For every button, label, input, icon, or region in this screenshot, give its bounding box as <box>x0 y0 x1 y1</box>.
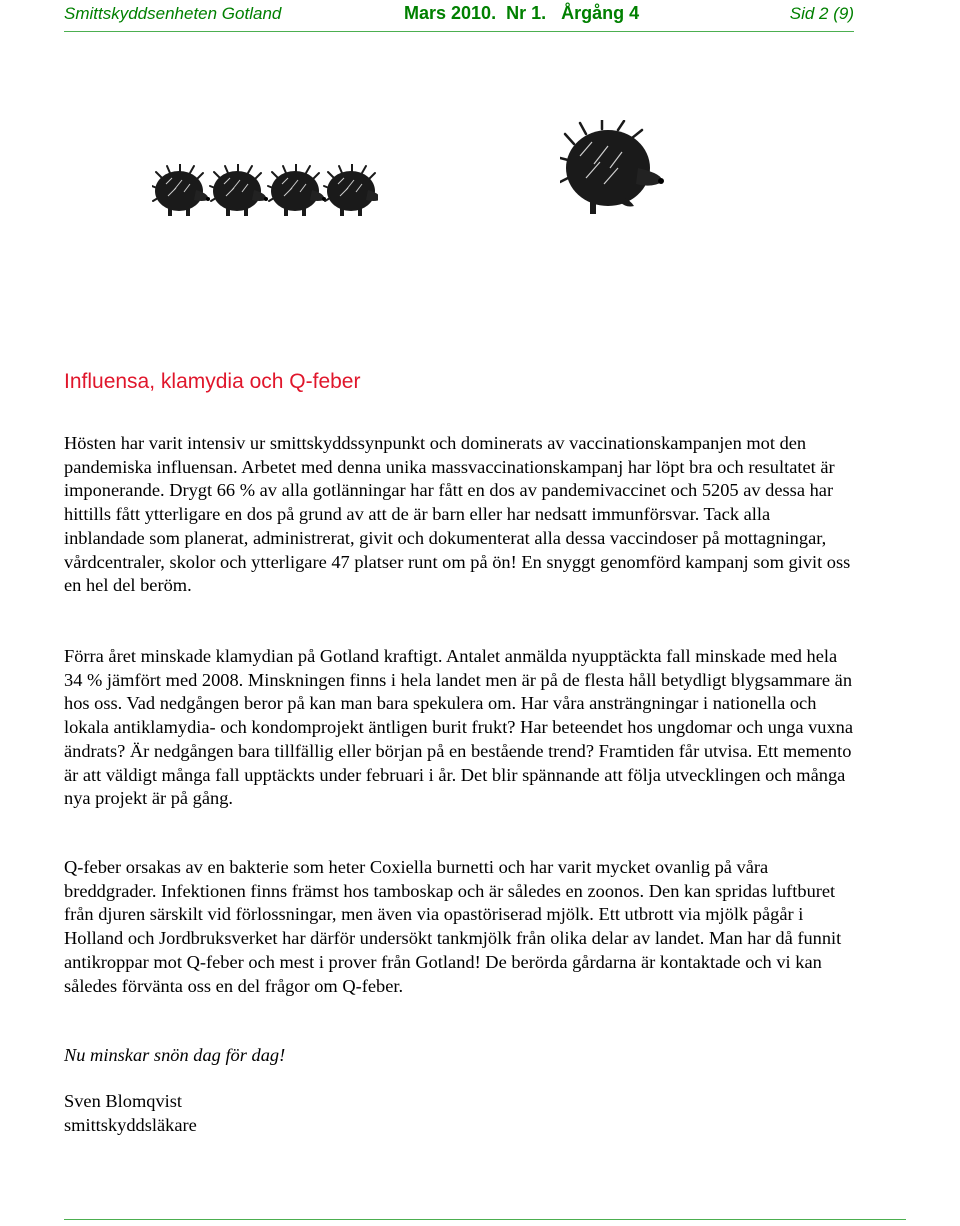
hedgehog-row-illustration <box>152 164 378 222</box>
page-header <box>64 4 854 28</box>
paragraph-influenza: Hösten har varit intensiv ur smittskyddssynpunkt och dominerats av vaccinationskampanjen mot den pandemiska influensan. Arbetet med denna unika massvaccinationskampanj har löpt bra och resultatet är imponerande. Drygt 66 % av alla gotlänningar har fått en dos av pandemivaccinet och 5205 av dessa har hittills fått ytterligare en dos på grund av att de är barn eller har nedsatt immunförsvar. Tack alla inblandade som planerat, administrerat, givit och dokumenterat alla dessa vaccindoser på mottagningar, vårdcentraler, skolor och ytterligare 47 platser runt om på ön! En snyggt genomförd kampanj som givit oss en hel del beröm. <box>64 433 851 596</box>
header-page-number: Sid 2 (9) <box>789 4 854 23</box>
signature-name: Sven Blomqvist <box>64 1091 183 1111</box>
hedgehog-icon <box>560 120 670 220</box>
signature-title: smittskyddsläkare <box>64 1114 197 1135</box>
signature <box>64 1090 854 1137</box>
paragraph-q-fever: Q-feber orsakas av en bakterie som heter Coxiella burnetti och har varit mycket ovanlig på våra breddgrader. Infektionen finns främst hos tamboskap och är således en zoonos. Den kan spridas luftburet från djuren särskilt vid förlossningar, men även via opastöriserad mjölk. Ett utbrott via mjölk pågår i Holland och Jordbruksverket har därför undersökt tankmjölk från olika delar av landet. Man har då funnit antikroppar mot Q-feber och mest i prover från Gotland! De berörda gårdarna är kontaktade och vi kan således förvänta oss en del frågor om Q-feber. <box>64 857 842 996</box>
header-organization: Smittskyddsenheten Gotland <box>64 4 282 23</box>
header-divider <box>64 31 854 32</box>
footer-divider <box>64 1219 906 1220</box>
closing-remark: Nu minskar snön dag för dag! <box>64 1045 286 1065</box>
article-title: Influensa, klamydia och Q-feber <box>64 370 361 393</box>
header-issue: Mars 2010. Nr 1. Årgång 4 <box>404 3 640 23</box>
paragraph-chlamydia: Förra året minskade klamydian på Gotland kraftigt. Antalet anmälda nyupptäckta fall minskade med hela 34 % jämfört med 2008. Minskningen finns i hela landet men är på de flesta håll betydligt blygsammare än hos oss. Vad nedgången beror på kan man bara spekulera om. Har våra ansträngningar i nationella och lokala antiklamydia- och kondomprojekt äntligen burit frukt? Har beteendet hos ungdomar och unga vuxna ändrats? Är nedgången bara tillfällig eller början på en bestående trend? Framtiden får utvisa. Ett memento är att väldigt många fall upptäckts under februari i år. Det blir spännande att följa utvecklingen och många nya projekt är på gång. <box>64 646 854 809</box>
